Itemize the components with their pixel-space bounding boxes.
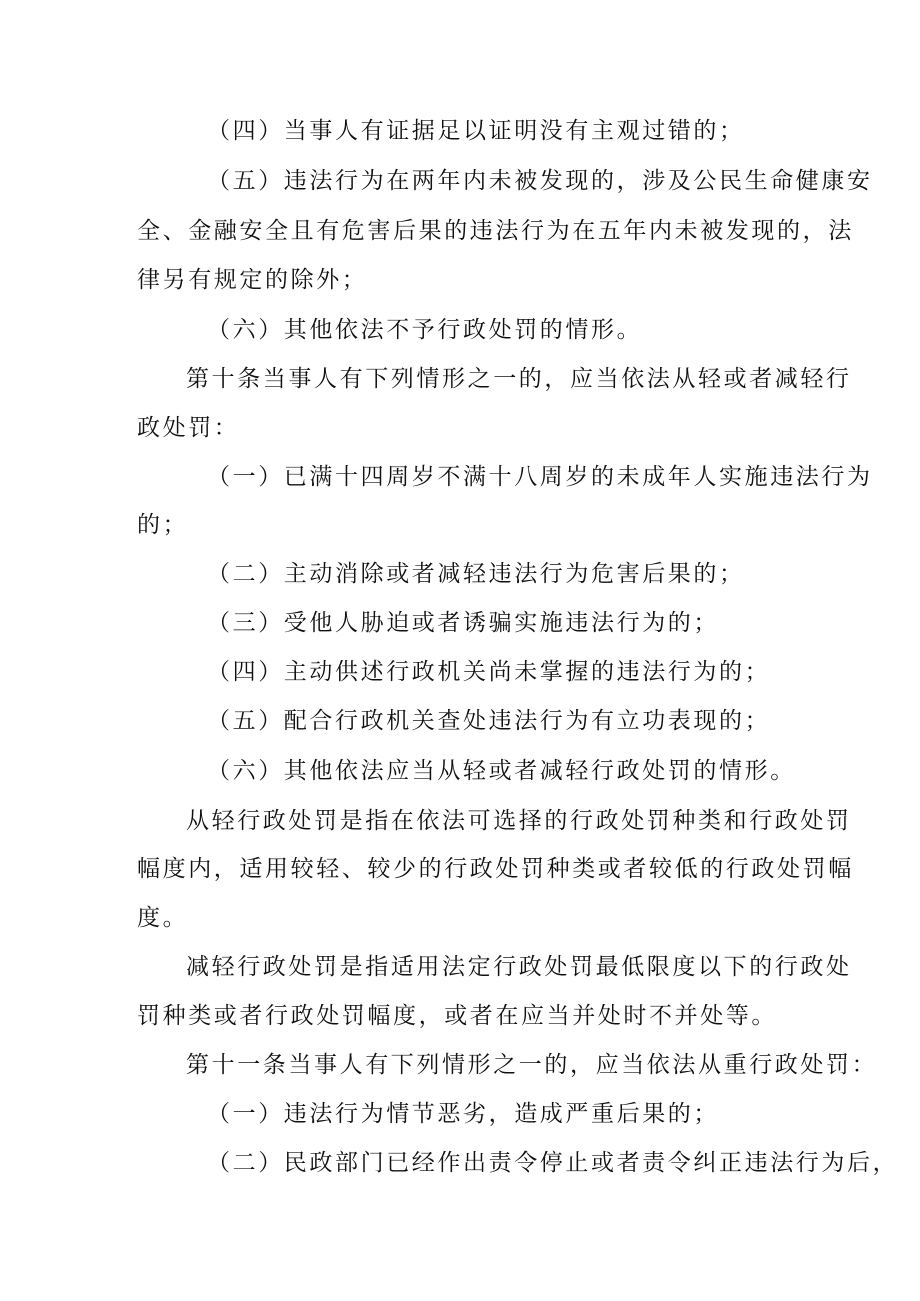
text-line: （五）违法行为在两年内未被发现的，涉及公民生命健康安 bbox=[207, 168, 873, 194]
text-line: 的； bbox=[137, 512, 189, 538]
text-line: （二）民政部门已经作出责令停止或者责令纠正违法行为后， bbox=[207, 1150, 899, 1176]
text-line: 从轻行政处罚是指在依法可选择的行政处罚种类和行政处罚 bbox=[186, 808, 852, 834]
text-line: （三）受他人胁迫或者诱骗实施违法行为的； bbox=[207, 610, 719, 636]
text-line: 幅度内，适用较轻、较少的行政处罚种类或者较低的行政处罚幅 bbox=[137, 856, 854, 882]
text-line: 减轻行政处罚是指适用法定行政处罚最低限度以下的行政处 bbox=[186, 954, 852, 980]
text-line: 政处罚： bbox=[137, 415, 240, 441]
text-line: （一）已满十四周岁不满十八周岁的未成年人实施违法行为 bbox=[207, 464, 873, 490]
text-line: （五）配合行政机关查处违法行为有立功表现的； bbox=[207, 708, 771, 734]
text-line: （四）当事人有证据足以证明没有主观过错的； bbox=[207, 118, 745, 144]
text-line: （四）主动供述行政机关尚未掌握的违法行为的； bbox=[207, 659, 771, 685]
text-line: （一）违法行为情节恶劣，造成严重后果的； bbox=[207, 1101, 719, 1127]
text-line: 全、金融安全且有危害后果的违法行为在五年内未被发现的，法 bbox=[137, 218, 854, 244]
text-line: 度。 bbox=[137, 905, 189, 931]
text-line: （六）其他依法应当从轻或者减轻行政处罚的情形。 bbox=[207, 758, 796, 784]
text-line: 第十条当事人有下列情形之一的，应当依法从轻或者减轻行 bbox=[186, 366, 852, 392]
text-line: 第十一条当事人有下列情形之一的，应当依法从重行政处罚： bbox=[186, 1052, 878, 1078]
text-line: （二）主动消除或者减轻违法行为危害后果的； bbox=[207, 561, 745, 587]
text-line: 律另有规定的除外； bbox=[137, 267, 368, 293]
text-line: （六）其他依法不予行政处罚的情形。 bbox=[207, 317, 643, 343]
text-line: 罚种类或者行政处罚幅度，或者在应当并处时不并处等。 bbox=[137, 1003, 777, 1029]
